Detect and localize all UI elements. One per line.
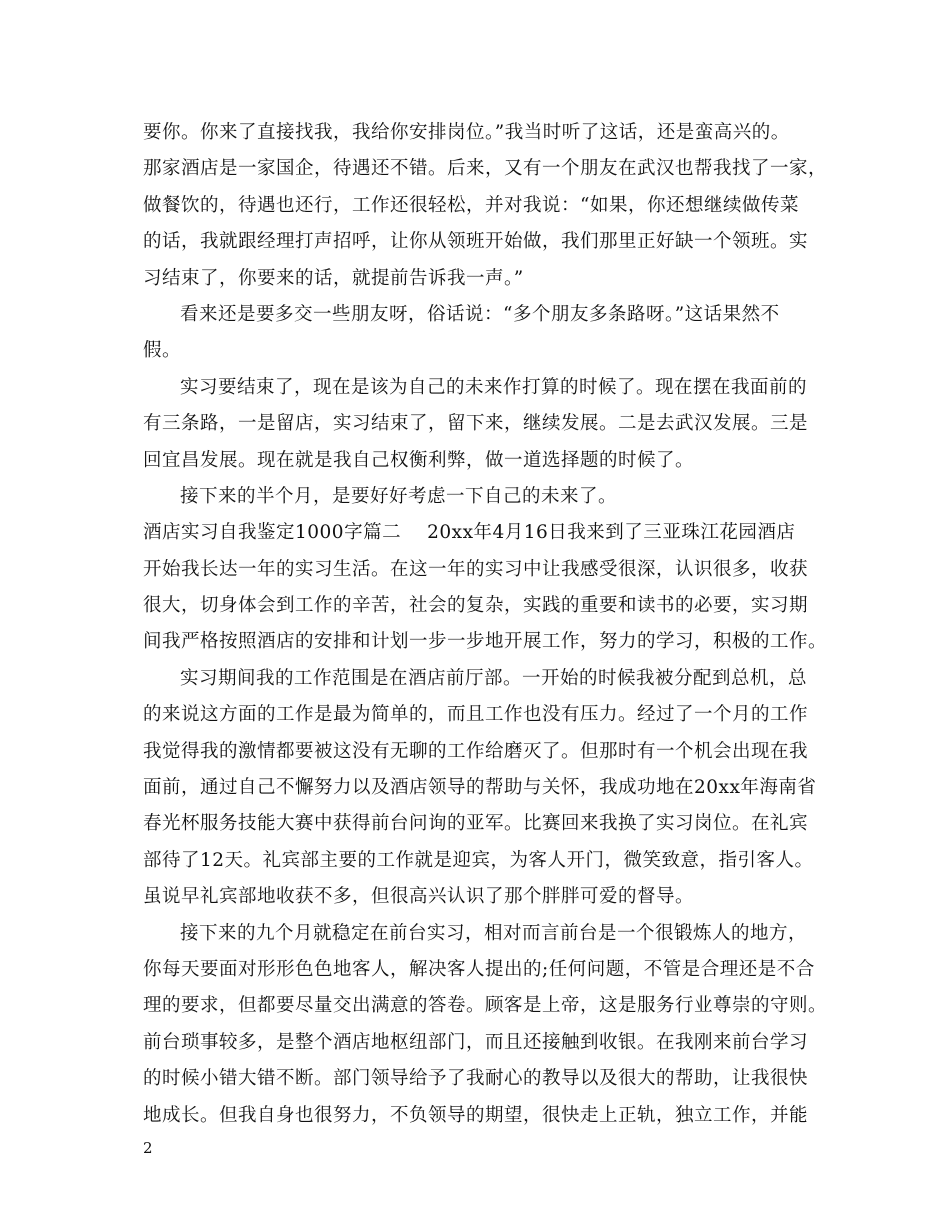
text-line-14: 很大，切身体会到工作的辛苦，社会的复杂，实践的重要和读书的必要，实习期 <box>143 595 809 617</box>
text-line-25: 理的要求，但都要尽量交出满意的答卷。顾客是上帝，这是服务行业尊崇的守则。 <box>143 995 828 1017</box>
text-line-2: 那家酒店是一家国企，待遇还不错。后来，又有一个朋友在武汉也帮我找了一家， <box>143 158 828 180</box>
section-first-sentence: 20xx年4月16日我来到了三亚珠江花园酒店 <box>427 522 796 544</box>
text-line-21: 部待了12天。礼宾部主要的工作就是迎宾，为客人开门，微笑致意，指引客人。 <box>143 849 814 871</box>
text-line-16: 实习期间我的工作范围是在酒店前厅部。一开始的时候我被分配到总机，总 <box>180 667 808 689</box>
text-line-6: 看来还是要多交一些朋友呀，俗话说：“多个朋友多条路呀。”这话果然不 <box>180 303 780 325</box>
page-number: 2 <box>143 1139 153 1157</box>
text-line-19: 面前，通过自己不懈努力以及酒店领导的帮助与关怀，我成功地在20xx年海南省 <box>143 777 817 799</box>
text-line-9: 有三条路，一是留店，实习结束了，留下来，继续发展。二是去武汉发展。三是 <box>143 413 809 435</box>
text-line-26: 前台琐事较多，是整个酒店地枢纽部门，而且还接触到收银。在我刚来前台学习 <box>143 1031 809 1053</box>
section-heading: 酒店实习自我鉴定1000字篇二 <box>143 522 402 544</box>
text-line-4: 的话，我就跟经理打声招呼，让你从领班开始做，我们那里正好缺一个领班。实 <box>143 231 809 253</box>
text-line-17: 的来说这方面的工作是最为简单的，而且工作也没有压力。经过了一个月的工作 <box>143 704 809 726</box>
document-body <box>143 115 828 1134</box>
text-line-15: 间我严格按照酒店的安排和计划一步一步地开展工作，努力的学习，积极的工作。 <box>143 631 828 653</box>
text-line-7: 假。 <box>143 340 182 362</box>
text-line-22: 虽说早礼宾部地收获不多，但很高兴认识了那个胖胖可爱的督导。 <box>143 886 695 908</box>
text-line-20: 春光杯服务技能大赛中获得前台问询的亚军。比赛回来我换了实习岗位。在礼宾 <box>143 813 809 835</box>
text-line-8: 实习要结束了，现在是该为自己的未来作打算的时候了。现在摆在我面前的 <box>180 376 808 398</box>
text-line-27: 的时候小错大错不断。部门领导给予了我耐心的教导以及很大的帮助，让我很快 <box>143 1068 809 1090</box>
text-line-10: 回宜昌发展。现在就是我自己权衡利弊，做一道选择题的时候了。 <box>143 449 695 471</box>
text-line-5: 习结束了，你要来的话，就提前告诉我一声。” <box>143 267 524 289</box>
text-line-24: 你每天要面对形形色色地客人，解决客人提出的;任何问题，不管是合理还是不合 <box>143 958 815 980</box>
text-line-18: 我觉得我的激情都要被这没有无聊的工作给磨灭了。但那时有一个机会出现在我 <box>143 740 809 762</box>
text-line-3: 做餐饮的，待遇也还行，工作还很轻松，并对我说：“如果，你还想继续做传菜 <box>143 194 799 216</box>
text-line-28: 地成长。但我自身也很努力，不负领导的期望，很快走上正轨，独立工作，并能 <box>143 1104 809 1126</box>
text-line-1: 要你。你来了直接找我，我给你安排岗位。”我当时听了这话，还是蛮高兴的。 <box>143 122 790 143</box>
text-line-23: 接下来的九个月就稳定在前台实习，相对而言前台是一个很锻炼人的地方， <box>180 922 808 944</box>
text-line-13: 开始我长达一年的实习生活。在这一年的实习中让我感受很深，认识很多，收获 <box>143 558 809 580</box>
section-heading-line <box>143 515 808 551</box>
text-line-11: 接下来的半个月，是要好好考虑一下自己的未来了。 <box>180 485 618 507</box>
